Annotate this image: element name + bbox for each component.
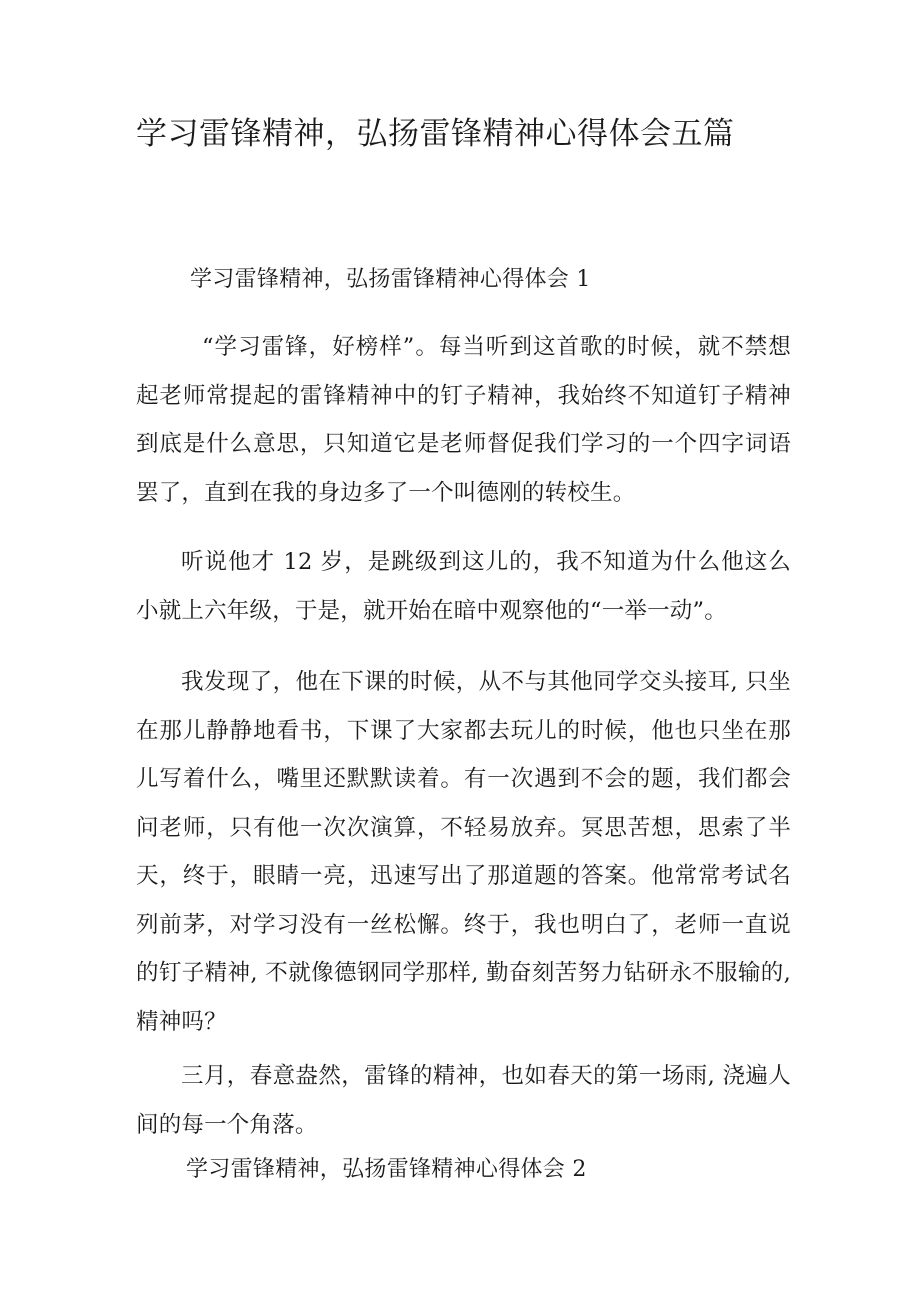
section-2-heading: 学习雷锋精神，弘扬雷锋精神心得体会 2: [186, 1157, 587, 1182]
paragraph-2: 听说他才 12 岁，是跳级到这儿的，我不知道为什么他这么小就上六年级，于是，就开始在暗中观察他的“一举一动”。: [136, 549, 791, 624]
paragraph-1: “学习雷锋，好榜样”。每当听到这首歌的时候，就不禁想起老师常提起的雷锋精神中的钉子精神，我始终不知道钉子精神到底是什么意思，只知道它是老师督促我们学习的一个四字词语罢了，直到在我的身边多了一个叫德刚的转校生。: [136, 334, 791, 506]
document-title: 学习雷锋精神，弘扬雷锋精神心得体会五篇: [136, 116, 735, 152]
section-1-heading: 学习雷锋精神，弘扬雷锋精神心得体会 1: [190, 267, 591, 292]
paragraph-3: 我发现了，他在下课的时候，从不与其他同学交头接耳, 只坐在那儿静静地看书，下课了大家都去玩儿的时候，他也只坐在那儿写着什么，嘴里还默默读着。有一次遇到不会的题，我们都会问老师，只有他一次次演算，不轻易放弃。冥思苦想，思索了半天，终于，眼睛一亮，迅速写出了那道题的答案。他常常考试名列前茅，对学习没有一丝松懈。终于，我也明白了，老师一直说的钉子精神, 不就像德钢同学那样, 勤奋刻苦努力钻研永不服输的, 精神吗？: [136, 669, 791, 1035]
paragraph-4: 三月，春意盎然，雷锋的精神，也如春天的第一场雨, 浇遍人间的每一个角落。: [136, 1063, 791, 1138]
